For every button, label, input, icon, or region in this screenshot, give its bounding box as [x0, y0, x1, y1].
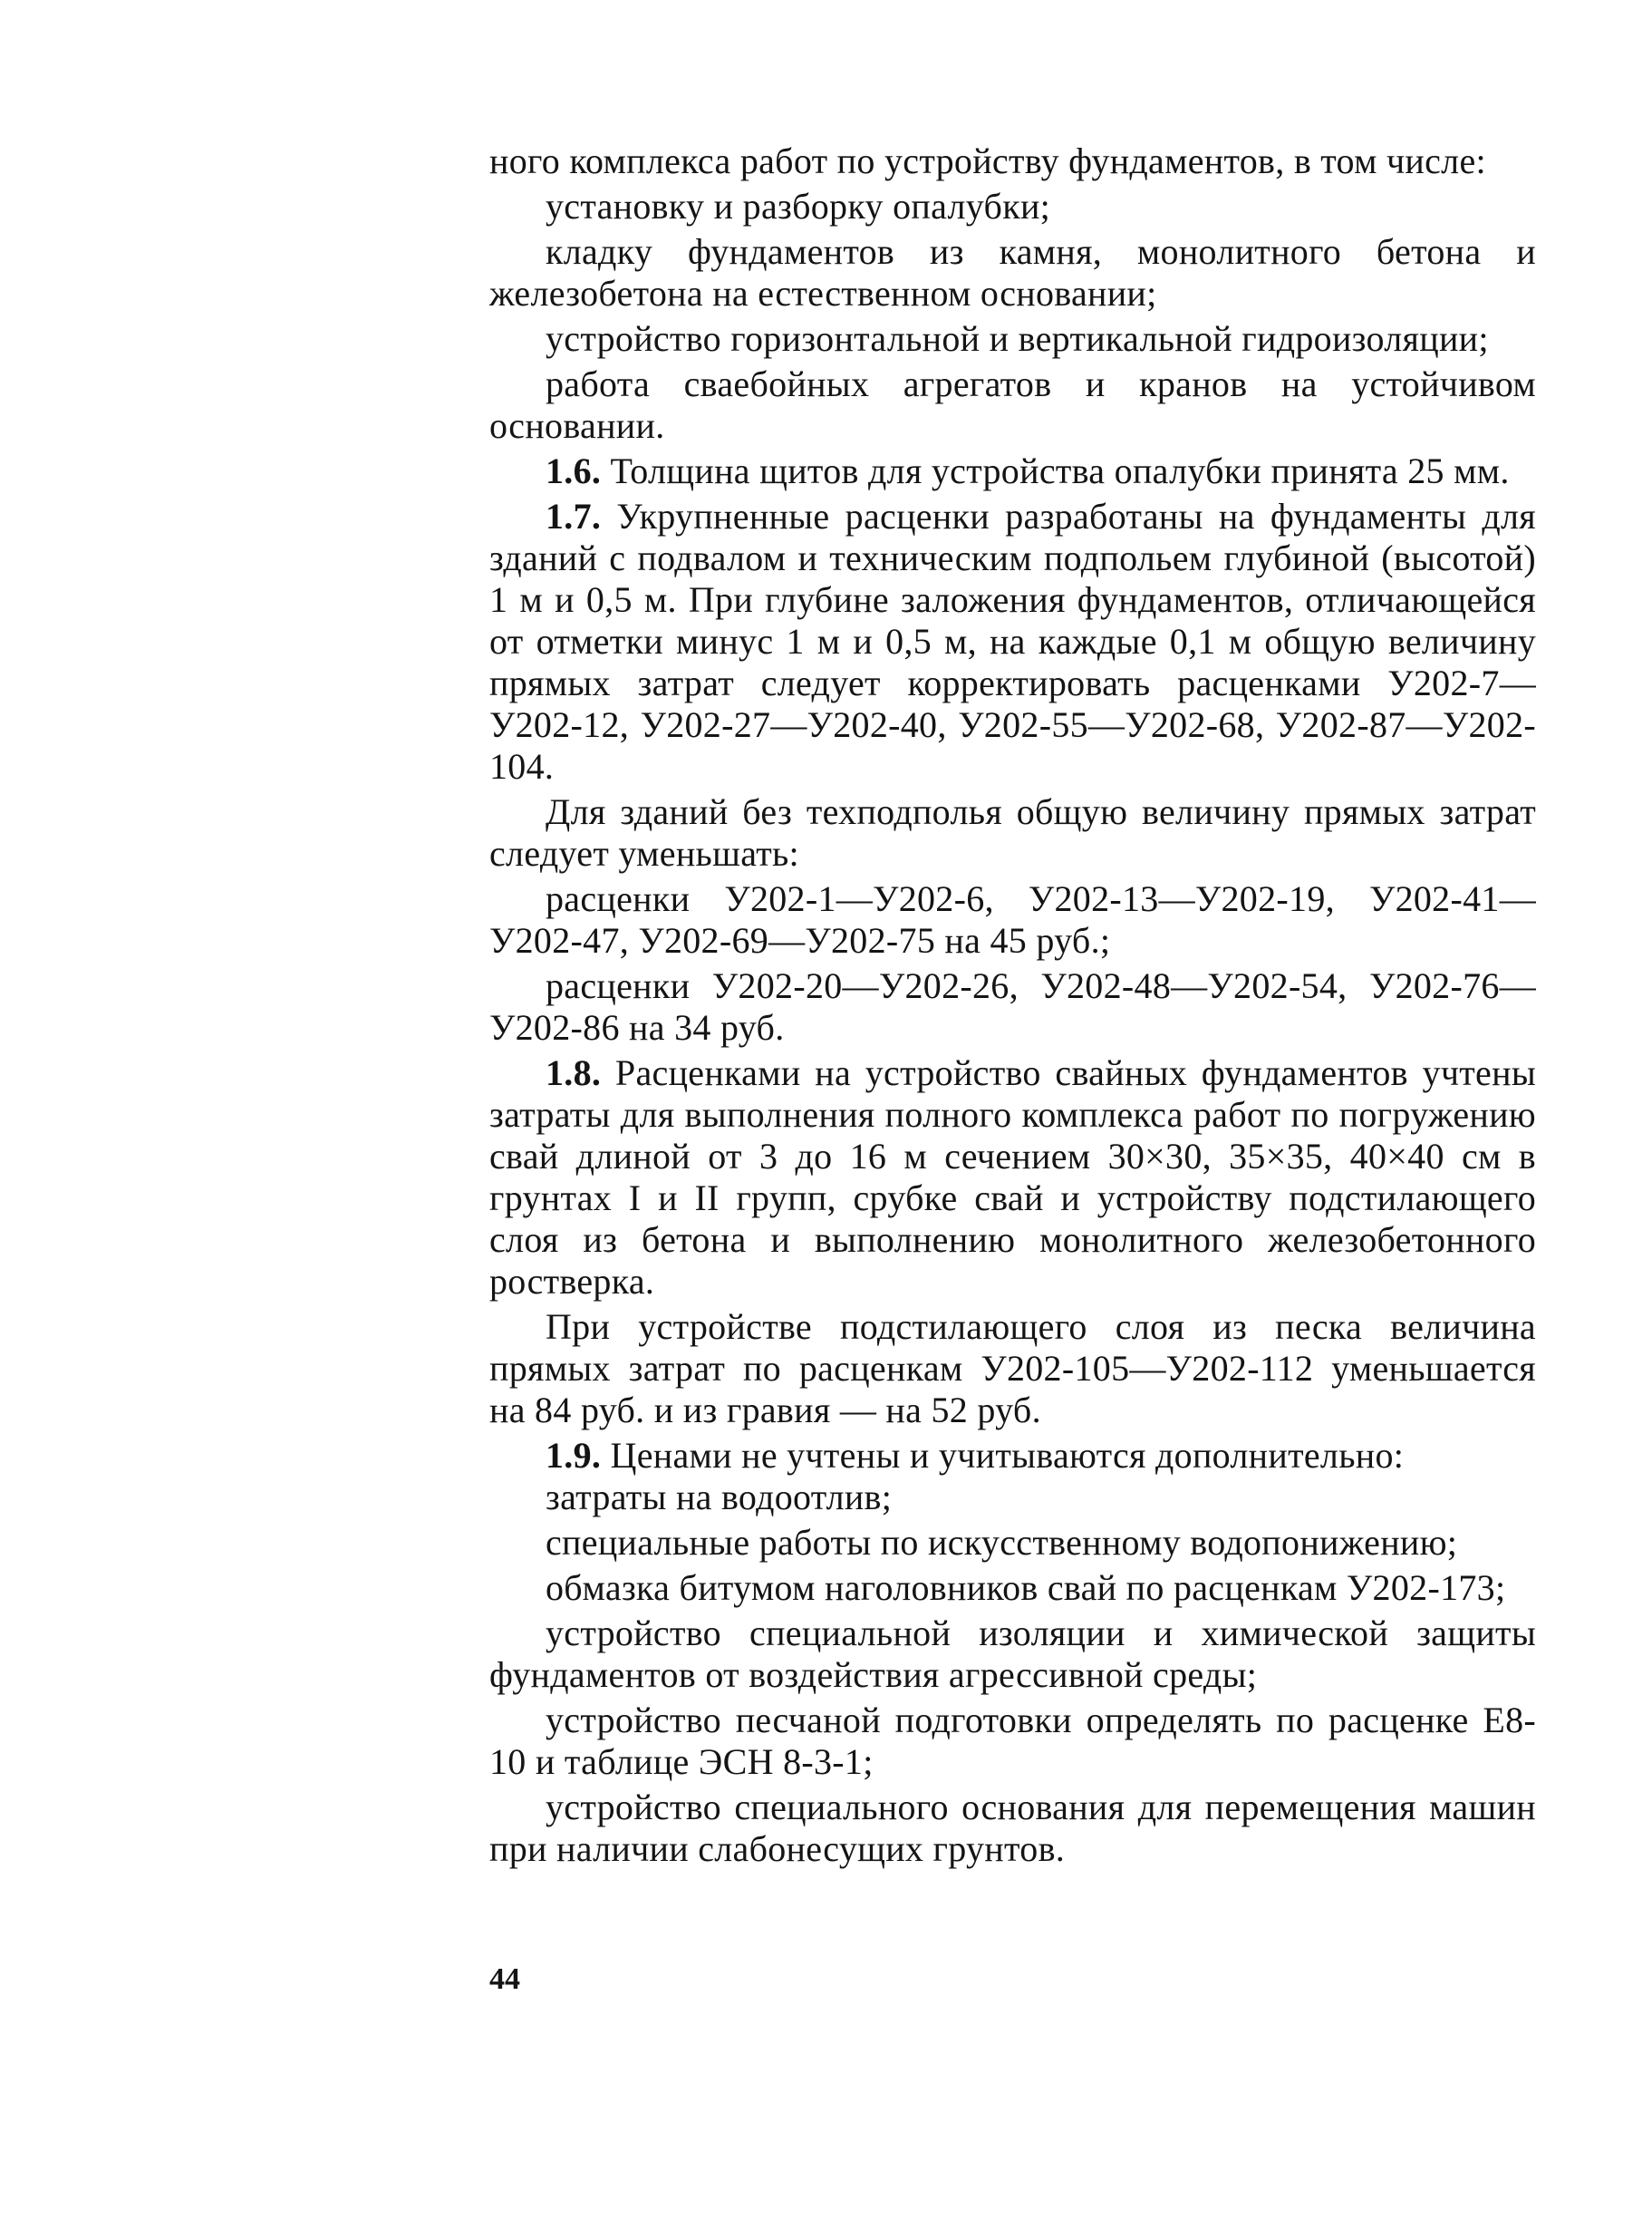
- paragraph-1-7: [489, 496, 1536, 788]
- list-item-rates-34: расценки У202-20—У202-26, У202-48—У202-54, У202-76—У202-86 на 34 руб.: [489, 965, 1536, 1048]
- list-item-drainage: затраты на водоотлив;: [546, 1477, 893, 1517]
- clause-number: 1.6.: [546, 450, 602, 491]
- list-item-bitumen: обмазка битумом наголовников свай по расценкам У202-173;: [546, 1567, 1506, 1608]
- paragraph-continuation: ного комплекса работ по устройству фундаментов, в том числе:: [489, 140, 1486, 181]
- clause-number: 1.9.: [546, 1435, 602, 1476]
- paragraph-no-basement: Для зданий без техподполья общую величину прямых затрат следует уменьшать:: [489, 791, 1536, 874]
- list-item-pile-driving: работа сваебойных агрегатов и кранов на устойчивом основании.: [489, 363, 1536, 446]
- list-item-dewatering: специальные работы по искусственному водопонижению;: [546, 1522, 1458, 1563]
- list-item-special-base: устройство специального основания для перемещения машин при наличии слабонесущих грунтов.: [489, 1787, 1536, 1869]
- list-item-rates-45: расценки У202-1—У202-6, У202-13—У202-19, У202-41—У202-47, У202-69—У202-75 на 45 руб.;: [489, 878, 1536, 961]
- paragraph-1-6: [489, 450, 1536, 492]
- clause-text: Ценами не учтены и учитываются дополнительно:: [601, 1435, 1405, 1476]
- clause-number: 1.7.: [546, 496, 602, 537]
- clause-text: Укрупненные расценки разработаны на фундаменты для зданий с подвалом и техническим подпольем глубиной (высотой) 1 м и 0,5 м. При глубине заложения фундаментов, отличающейся от отметки минус 1 м и 0,5 м, на каждые 0,1 м общую величину прямых затрат следует корректировать расценками У202-7—У202-12, У202-27—У202-40, У202-55—У202-68, У202-87—У202-104.: [489, 496, 1536, 787]
- paragraph-sand-layer: При устройстве подстилающего слоя из песка величина прямых затрат по расценкам У202-105—У202-112 уменьшается на 84 руб. и из гравия — на 52 руб.: [489, 1306, 1536, 1430]
- list-item-formwork: установку и разборку опалубки;: [546, 186, 1051, 227]
- list-item-waterproofing: устройство горизонтальной и вертикальной гидроизоляции;: [546, 318, 1489, 359]
- clause-text: Расценками на устройство свайных фундаментов учтены затраты для выполнения полного комплекса работ по погружению свай длиной от 3 до 16 м сечением 30×30, 35×35, 40×40 см в грунтах I и II групп, срубке свай и устройству подстилающего слоя из бетона и выполнению монолитного железобетонного ростверка.: [489, 1052, 1536, 1302]
- document-body: [489, 140, 1536, 1870]
- list-item-sand-preparation: устройство песчаной подготовки определять по расценке Е8-10 и таблице ЭСН 8-3-1;: [489, 1700, 1536, 1782]
- paragraph-1-9: [489, 1435, 1536, 1477]
- clause-number: 1.8.: [546, 1052, 602, 1093]
- page-number: 44: [489, 1962, 520, 1996]
- list-item-masonry: кладку фундаментов из камня, монолитного бетона и железобетона на естественном основании;: [489, 231, 1536, 314]
- clause-text: Толщина щитов для устройства опалубки принята 25 мм.: [601, 450, 1510, 491]
- list-item-insulation: устройство специальной изоляции и химической защиты фундаментов от воздействия агрессивной среды;: [489, 1613, 1536, 1695]
- paragraph-1-8: [489, 1052, 1536, 1303]
